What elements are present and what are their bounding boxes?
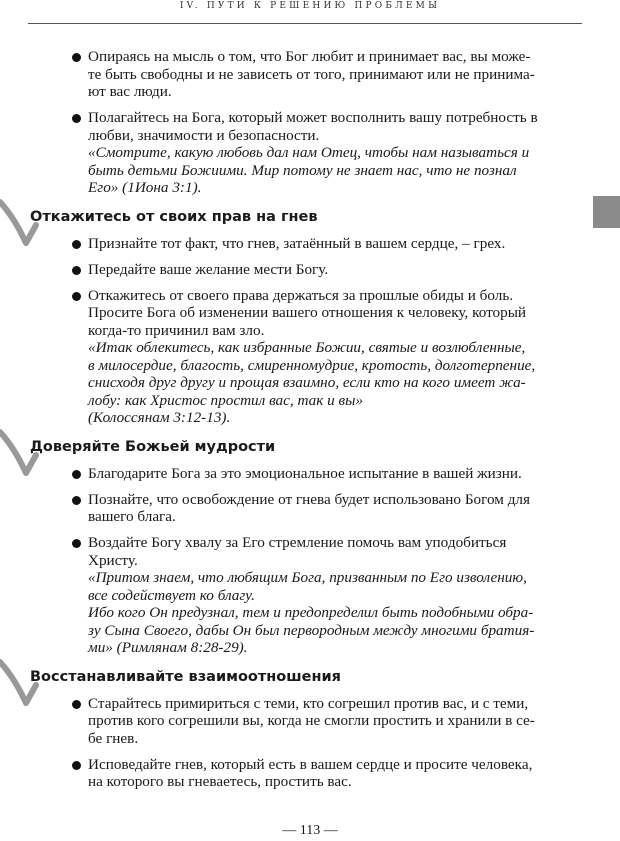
- item-text-line: Передайте ваше желание мести Богу.: [88, 260, 329, 278]
- item-text-line: вашего блага.: [88, 508, 176, 525]
- item-text-line: Просите Бога об изменении вашего отношения к человеку, который: [88, 304, 527, 321]
- section-heading-text: Доверяйте Божьей мудрости: [30, 438, 276, 455]
- header-rule: [28, 23, 582, 24]
- item-text-line: Познайте, что освобождение от гнева будет использовано Богом для: [88, 490, 530, 508]
- bullet-icon: [72, 700, 81, 709]
- bullet-icon: [72, 114, 81, 123]
- list-item: [88, 491, 620, 526]
- item-text-line: бе гнев.: [88, 729, 139, 747]
- bullet-icon: [72, 496, 81, 505]
- scripture-quote-line: Его» (1Иона 3:1).: [88, 179, 202, 196]
- section: [0, 437, 620, 657]
- scripture-quote-line: все содействует ко благу.: [88, 586, 255, 604]
- scripture-quote-line: «Итак облекитесь, как избранные Божии, святые и возлюбленные,: [88, 339, 526, 356]
- list-item: [88, 465, 620, 483]
- list-item: [88, 235, 620, 253]
- scripture-quote-line: «Смотрите, какую любовь дал нам Отец, чтобы нам называться и: [88, 144, 530, 161]
- section-heading: [0, 667, 620, 687]
- section-heading-text: Откажитесь от своих прав на гнев: [30, 208, 318, 225]
- bullet-icon: [72, 53, 81, 62]
- item-text-line: когда-то причинил вам зло.: [88, 321, 265, 339]
- bullet-icon: [72, 292, 81, 301]
- scripture-quote-line: снисходя друг другу и прощая взаимно, если кто на кого имеет жа-: [88, 374, 526, 391]
- scripture-quote-line: ми» (Римлянам 8:28-29).: [88, 639, 248, 656]
- section-heading-text: Восстанавливайте взаимоотношения: [30, 668, 341, 685]
- item-text-line: Старайтесь примириться с теми, кто согрешил против вас, и с теми,: [88, 694, 529, 712]
- bullet-icon: [72, 761, 81, 770]
- item-text-line: Воздайте Богу хвалу за Его стремление помочь вам уподобиться: [88, 534, 507, 551]
- list-item: [88, 109, 620, 197]
- scripture-quote-line: (Колоссянам 3:12-13).: [88, 409, 231, 426]
- bullet-icon: [72, 266, 81, 275]
- bullet-icon: [72, 539, 81, 548]
- item-text-line: Признайте тот факт, что гнев, затаённый в вашем сердце, – грех.: [88, 234, 506, 252]
- item-text-line: Христу.: [88, 551, 138, 569]
- scripture-quote-line: в милосердие, благость, смиренномудрие, кротость, долготерпение,: [88, 356, 536, 374]
- item-text-line: Благодарите Бога за это эмоциональное испытание в вашей жизни.: [88, 464, 522, 482]
- list-item: [88, 695, 620, 748]
- item-text-line: на которого вы гневаетесь, простить вас.: [88, 773, 352, 790]
- scripture-quote-line: «Притом знаем, что любящим Бога, призванным по Его изволению,: [88, 569, 527, 586]
- item-text-line: Полагайтесь на Бога, который может восполнить вашу потребность в: [88, 109, 538, 126]
- item-text-line: те быть свободны и не зависеть от того, принимают или не принима-: [88, 65, 535, 83]
- list-item: [88, 534, 620, 657]
- section: [0, 667, 620, 791]
- item-text-line: любви, значимости и безопасности.: [88, 126, 320, 144]
- running-head: IV. ПУТИ К РЕШЕНИЮ ПРОБЛЕМЫ: [179, 1, 441, 11]
- page-content: [0, 48, 620, 799]
- scripture-quote-line: лобу: как Христос простил вас, так и вы»: [88, 391, 363, 409]
- scripture-quote-line: быть детьми Божиими. Мир потому не знает нас, что не познал: [88, 161, 517, 179]
- page-number: — 113 —: [282, 823, 338, 838]
- item-text-line: ют вас люди.: [88, 83, 172, 100]
- scripture-quote-line: зу Сына Своего, дабы Он был первородным между многими братия-: [88, 621, 535, 639]
- section-heading: [0, 437, 620, 457]
- bullet-icon: [72, 470, 81, 479]
- section-heading: [0, 207, 620, 227]
- list-item: [88, 261, 620, 279]
- scripture-quote-line: Ибо кого Он предузнал, тем и предопределил быть подобными обра-: [88, 604, 534, 621]
- list-item: [88, 287, 620, 427]
- section: [0, 207, 620, 427]
- item-text-line: против кого согрешили вы, когда не смогли простить и хранили в се-: [88, 712, 535, 729]
- list-item: [88, 48, 620, 101]
- item-text-line: Откажитесь от своего права держаться за прошлые обиды и боль.: [88, 286, 514, 304]
- item-text-line: Исповедайте гнев, который есть в вашем сердце и просите человека,: [88, 755, 533, 773]
- item-text-line: Опираясь на мысль о том, что Бог любит и принимает вас, вы може-: [88, 48, 531, 65]
- list-item: [88, 756, 620, 791]
- bullet-icon: [72, 240, 81, 249]
